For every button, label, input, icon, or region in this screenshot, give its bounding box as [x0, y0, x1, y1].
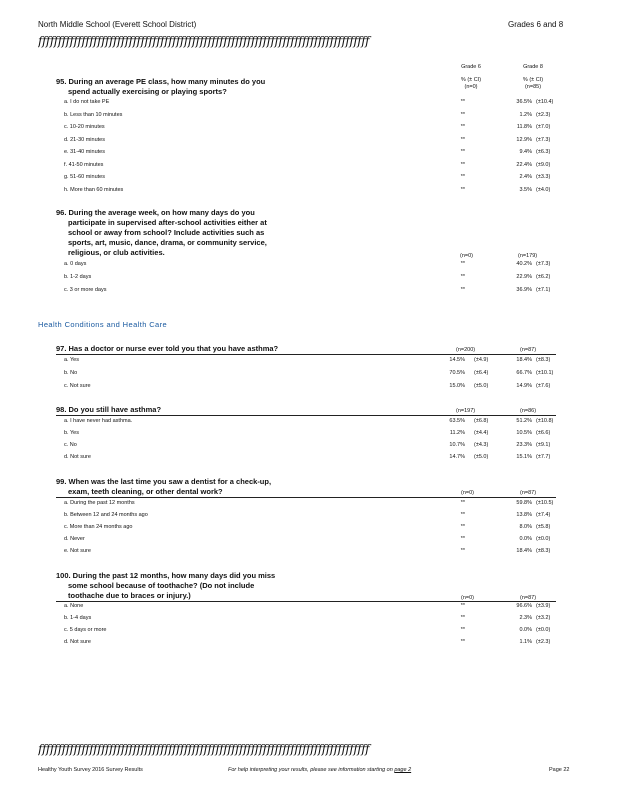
- grade8-ci: (±7.4): [536, 512, 551, 518]
- option-label: e. 31-40 minutes: [64, 149, 105, 155]
- option-label: c. Not sure: [64, 383, 91, 389]
- grade8-percent: 59.8%: [516, 500, 532, 506]
- question-95: [56, 77, 265, 97]
- grade8-percent: 96.6%: [516, 603, 532, 609]
- grade6-percent: **: [460, 548, 465, 554]
- grade8-percent: 0.0%: [519, 536, 532, 542]
- grade6-percent-ci: % (± CI): [460, 77, 482, 83]
- grade8-column-header: [508, 64, 558, 91]
- school-name: North Middle School (Everett School District): [38, 20, 197, 29]
- grade6-percent: 14.5%: [449, 357, 465, 363]
- section-title: Health Conditions and Health Care: [38, 320, 168, 329]
- grade8-ci: (±7.1): [536, 287, 551, 293]
- grade8-ci: (±10.5): [536, 500, 554, 506]
- grade8-n: (n=87): [520, 595, 537, 601]
- grade6-percent: **: [460, 524, 465, 530]
- question-continuation: spend actually exercising or playing sports?: [68, 87, 227, 96]
- option-label: b. No: [64, 370, 78, 376]
- grade6-percent: 11.2%: [449, 430, 465, 436]
- grade8-percent: 10.5%: [516, 430, 532, 436]
- grade8-percent-ci: % (± CI): [522, 77, 544, 83]
- grade8-ci: (±10.1): [536, 370, 554, 376]
- option-label: b. 1-4 days: [64, 615, 92, 621]
- question-continuation: exam, teeth cleaning, or other dental work?: [68, 487, 223, 496]
- grade6-percent: **: [460, 149, 465, 155]
- grade8-ci: (±7.3): [536, 136, 551, 143]
- footer-help-label: For help interpreting your results, please see information starting on: [228, 767, 395, 773]
- grade6-n: (n=0): [464, 84, 478, 90]
- grade6-ci: (±6.4): [474, 370, 489, 376]
- grade8-ci: (±8.3): [536, 548, 551, 554]
- grade8-percent: 14.9%: [516, 383, 532, 389]
- question-title: 100. During the past 12 months, how many days did you miss: [56, 571, 276, 580]
- grade8-ci: (±8.3): [536, 357, 551, 363]
- option-label: a. During the past 12 months: [64, 500, 135, 506]
- option-label: h. More than 60 minutes: [64, 186, 124, 193]
- grade8-ci: (±6.2): [536, 274, 551, 280]
- option-label: b. Less than 10 minutes: [64, 111, 123, 118]
- grade6-percent: **: [460, 639, 465, 645]
- option-label: f. 41-50 minutes: [64, 161, 104, 168]
- option-label: g. 51-60 minutes: [64, 174, 105, 180]
- grade8-percent: 3.5%: [519, 186, 532, 193]
- grade6-percent: **: [460, 111, 465, 118]
- grade6-ci: (±5.0): [474, 383, 489, 389]
- question-rule: [56, 601, 556, 602]
- grade8-percent: 36.9%: [516, 287, 532, 293]
- grade6-percent: **: [460, 287, 465, 293]
- grade8-n: (n=87): [520, 347, 537, 353]
- question-continuation: some school because of toothache? (Do not include: [68, 581, 255, 590]
- question-title: 97. Has a doctor or nurse ever told you that you have asthma?: [56, 344, 279, 353]
- grade8-percent: 0.0%: [519, 627, 532, 633]
- grade6-percent: **: [460, 161, 465, 168]
- grade6-percent: **: [460, 500, 465, 506]
- grade8-ci: (±10.8): [536, 418, 554, 424]
- grade8-ci: (±2.3): [536, 111, 551, 118]
- option-label: d. 21-30 minutes: [64, 136, 105, 143]
- option-label: c. 5 days or more: [64, 627, 107, 633]
- grade6-percent: **: [460, 512, 465, 518]
- grade6-n: (n=0): [461, 490, 474, 496]
- option-label: d. Never: [64, 536, 85, 542]
- option-label: d. Not sure: [64, 454, 91, 460]
- grade8-percent: 11.8%: [516, 124, 532, 130]
- grade8-ci: (±5.8): [536, 524, 551, 530]
- grade8-percent: 36.5%: [516, 99, 532, 105]
- footer-page-link[interactable]: page 2: [394, 767, 412, 773]
- grade8-percent: 8.0%: [519, 524, 532, 530]
- question-100: [56, 571, 275, 601]
- footer-help-text: [228, 767, 411, 773]
- header-decoration: ffffffffffffffffffffffffffffffffffffffffffffffffffffffffffffffffffffffffffffffffffff: [38, 34, 370, 48]
- grade6-percent: **: [460, 261, 465, 267]
- grade6-percent: 10.7%: [449, 442, 465, 448]
- grade8-percent: 18.4%: [516, 357, 532, 363]
- grade8-ci: (±4.0): [536, 186, 551, 193]
- option-label: c. More than 24 months ago: [64, 524, 133, 530]
- grade8-ci: (±10.4): [536, 99, 554, 105]
- option-label: c. 10-20 minutes: [64, 124, 105, 130]
- grade6-column-header: [446, 64, 496, 91]
- grade6-ci: (±4.9): [474, 357, 489, 363]
- question-continuation: religious, or club activities.: [68, 248, 165, 257]
- grade6-percent: **: [460, 186, 465, 193]
- grade6-percent: **: [460, 627, 465, 633]
- grade8-n: (n=85): [524, 84, 542, 90]
- grade6-percent: 63.5%: [449, 418, 465, 424]
- grade8-percent: 9.4%: [519, 149, 532, 155]
- grade-range: Grades 6 and 8: [508, 20, 564, 29]
- grade8-percent: 51.2%: [516, 418, 532, 424]
- grade6-percent: 15.0%: [449, 383, 465, 389]
- grade8-ci: (±3.9): [536, 603, 551, 609]
- grade8-ci: (±7.6): [536, 383, 551, 389]
- question-title: 95. During an average PE class, how many minutes do you: [56, 77, 266, 86]
- grade8-ci: (±3.2): [536, 615, 551, 621]
- grade8-ci: (±9.1): [536, 442, 551, 448]
- grade6-percent: 70.5%: [449, 370, 465, 376]
- grade8-percent: 2.3%: [519, 615, 532, 621]
- grade6-percent: **: [460, 124, 465, 130]
- grade8-percent: 66.7%: [516, 370, 532, 376]
- grade6-percent: **: [460, 136, 465, 143]
- grade6-percent: 14.7%: [449, 454, 465, 460]
- grade8-label: Grade 8: [523, 64, 543, 70]
- question-continuation: sports, art, music, dance, drama, or community service,: [68, 238, 267, 247]
- grade8-percent: 1.2%: [519, 111, 532, 118]
- grade8-n: (n=179): [518, 253, 538, 259]
- option-label: a. None: [64, 603, 84, 609]
- question-title: 99. When was the last time you saw a dentist for a check-up,: [56, 477, 272, 486]
- grade6-percent: **: [460, 603, 465, 609]
- grade8-percent: 23.3%: [516, 442, 532, 448]
- option-label: b. Yes: [64, 430, 79, 436]
- grade8-ci: (±6.6): [536, 430, 551, 436]
- question-99: [56, 477, 271, 497]
- grade6-n: (n=197): [456, 408, 476, 414]
- option-label: c. No: [64, 442, 77, 448]
- grade6-n: (n=0): [460, 253, 473, 259]
- option-label: b. Between 12 and 24 months ago: [64, 512, 148, 518]
- option-label: a. I have never had asthma.: [64, 418, 133, 424]
- grade6-percent: **: [460, 615, 465, 621]
- question-title: 96. During the average week, on how many days do you: [56, 208, 255, 217]
- question-continuation: toothache due to braces or injury.): [68, 591, 191, 600]
- footer-survey-title: Healthy Youth Survey 2016 Survey Results: [38, 767, 143, 773]
- grade6-ci: (±6.8): [474, 418, 489, 424]
- grade8-percent: 13.8%: [516, 512, 532, 518]
- grade6-n: (n=200): [456, 347, 476, 353]
- footer-decoration: ffffffffffffffffffffffffffffffffffffffffffffffffffffffffffffffffffffffffffffffffffff: [38, 742, 370, 756]
- grade8-ci: (±3.3): [536, 174, 551, 180]
- grade6-ci: (±4.3): [474, 442, 489, 448]
- option-label: a. Yes: [64, 357, 79, 363]
- grade6-percent: **: [460, 274, 465, 280]
- grade6-percent: **: [460, 174, 465, 180]
- question-continuation: participate in supervised after-school activities either at: [68, 218, 267, 227]
- grade6-ci: (±5.0): [474, 454, 489, 460]
- grade8-ci: (±7.3): [536, 261, 551, 267]
- question-96: [56, 208, 267, 258]
- grade8-ci: (±0.0): [536, 536, 551, 542]
- grade8-n: (n=86): [520, 408, 537, 414]
- grade6-ci: (±4.4): [474, 430, 489, 436]
- question-97: [56, 344, 278, 354]
- grade8-percent: 2.4%: [519, 174, 532, 180]
- grade8-ci: (±0.0): [536, 627, 551, 633]
- option-label: a. 0 days: [64, 261, 87, 267]
- grade6-percent: **: [460, 536, 465, 542]
- grade6-percent: **: [460, 99, 465, 105]
- grade8-percent: 12.9%: [516, 136, 532, 143]
- option-label: e. Not sure: [64, 548, 91, 554]
- grade8-percent: 15.1%: [516, 454, 532, 460]
- grade8-ci: (±7.0): [536, 124, 551, 130]
- grade8-ci: (±6.3): [536, 149, 551, 155]
- question-title: 98. Do you still have asthma?: [56, 405, 162, 414]
- grade8-ci: (±9.0): [536, 161, 551, 168]
- option-label: b. 1-2 days: [64, 274, 92, 280]
- question-98: [56, 405, 161, 415]
- grade8-percent: 22.9%: [516, 274, 532, 280]
- grade8-ci: (±2.3): [536, 639, 551, 645]
- option-label: d. Not sure: [64, 639, 91, 645]
- grade6-label: Grade 6: [461, 64, 481, 70]
- grade8-percent: 1.1%: [519, 639, 532, 645]
- grade8-percent: 18.4%: [516, 548, 532, 554]
- grade8-percent: 22.4%: [516, 161, 532, 168]
- grade8-n: (n=87): [520, 490, 537, 496]
- grade6-n: (n=0): [461, 595, 474, 601]
- question-continuation: school or away from school? Include activities such as: [68, 228, 265, 237]
- grade8-ci: (±7.7): [536, 454, 551, 460]
- option-label: c. 3 or more days: [64, 287, 107, 293]
- option-label: a. I do not take PE: [64, 99, 110, 105]
- page-number: Page 22: [549, 767, 570, 773]
- grade8-percent: 40.2%: [516, 261, 532, 267]
